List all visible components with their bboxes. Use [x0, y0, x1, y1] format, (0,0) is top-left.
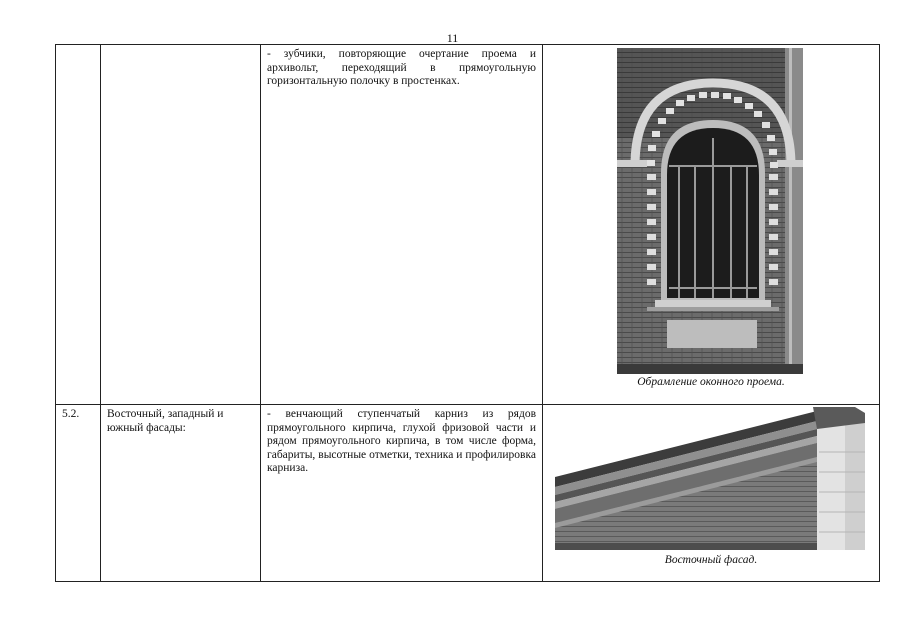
table-row [56, 45, 880, 405]
element-name-cell [101, 45, 261, 405]
page-number: 11 [446, 31, 459, 45]
cornice-photo [555, 407, 865, 550]
photo-cell [543, 405, 880, 582]
row-number-cell [56, 45, 101, 405]
row-number-cell: 5.2. [56, 405, 101, 582]
table-row [56, 405, 880, 582]
specification-table [55, 44, 880, 582]
description-cell [261, 405, 543, 582]
description-text: - венчающий ступенчатый карниз из рядов прямоугольного кирпича, глухой фризовой части и рядом прямоугольного кирпича, в том числе форма, габариты, высотные отметки, техника и профилировка карниза. [267, 408, 536, 474]
description-text: - зубчики, повторяющие очертание проема и архивольт, переходящий в прямоугольную горизонтальную полочку в простенках. [267, 48, 536, 87]
photo-caption: Восточный фасад. [664, 554, 758, 566]
photo-cell [543, 45, 880, 405]
arched-window-photo [617, 48, 803, 374]
element-name-cell: Восточный, западный и южный фасады: [101, 405, 261, 582]
description-cell [261, 45, 543, 405]
photo-caption: Обрамление оконного проема. [637, 376, 785, 388]
